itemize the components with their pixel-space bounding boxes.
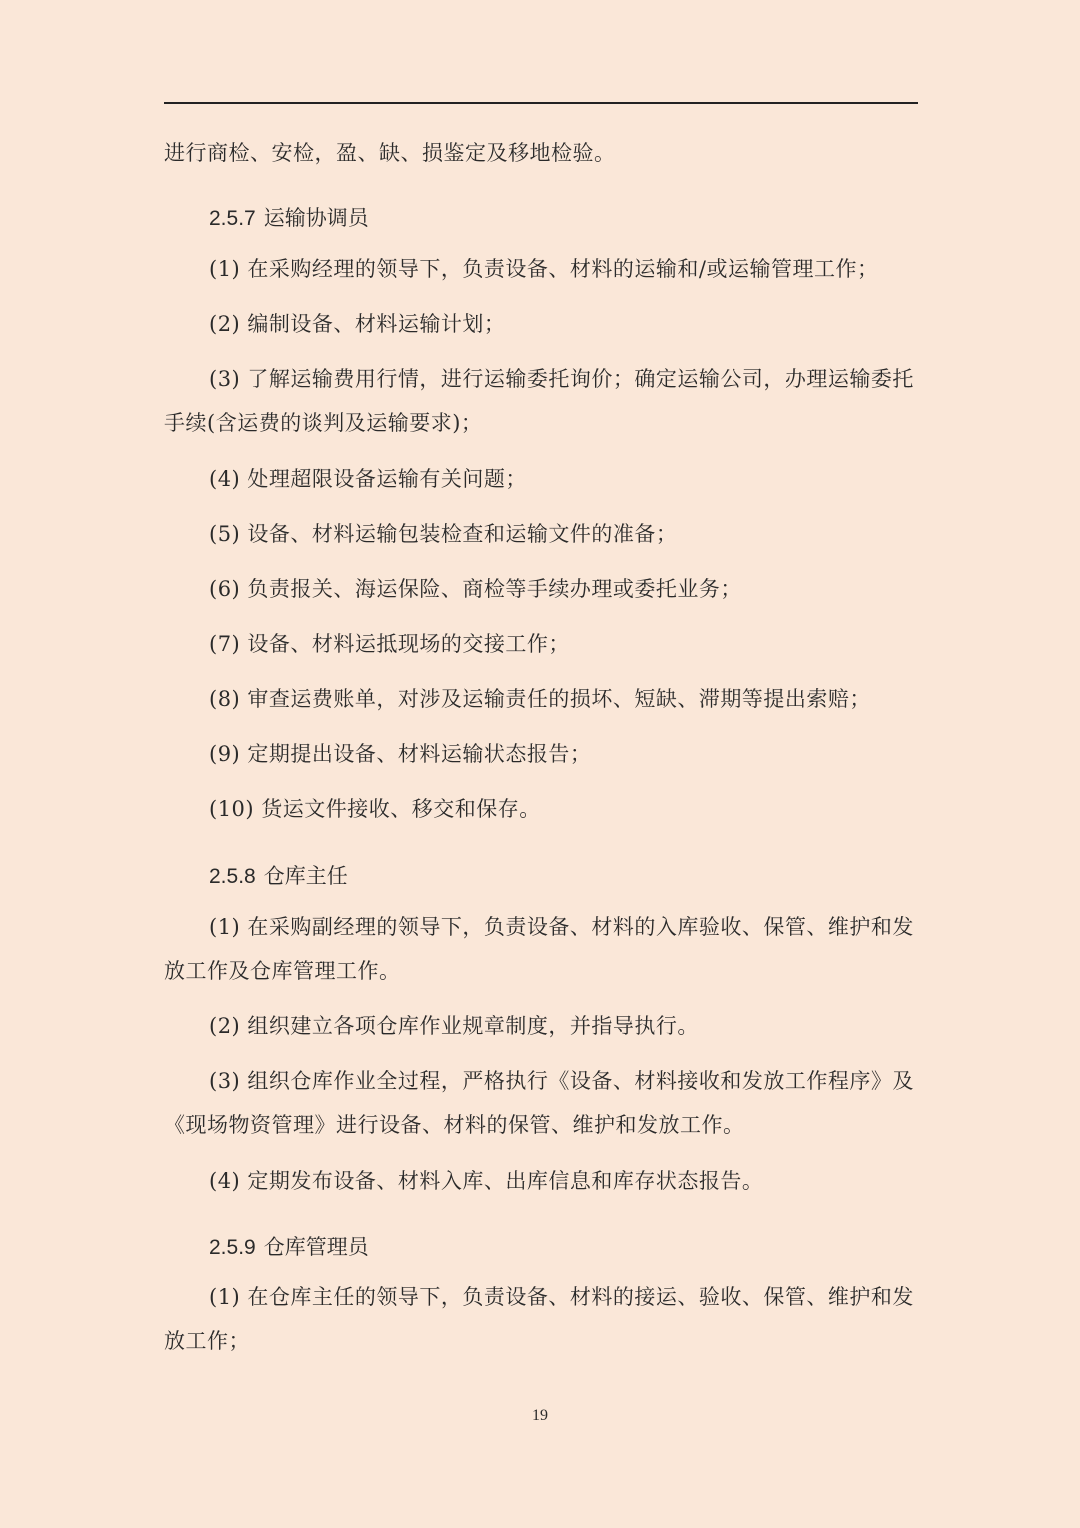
list-item	[164, 732, 918, 776]
paragraph-line: (5) 设备、材料运输包装检查和运输文件的准备；	[209, 522, 678, 546]
paragraph-line: (10) 货运文件接收、移交和保存。	[209, 797, 541, 821]
paragraph-line: 手续(含运费的谈判及运输要求)；	[164, 411, 483, 435]
paragraph-line: (1) 在采购副经理的领导下，负责设备、材料的入库验收、保管、维护和发	[209, 915, 914, 939]
paragraph-line: 放工作及仓库管理工作。	[164, 959, 401, 983]
paragraph-line: (4) 定期发布设备、材料入库、出库信息和库存状态报告。	[209, 1169, 764, 1193]
list-item	[164, 1159, 918, 1203]
list-item	[164, 1059, 918, 1147]
paragraph-line: 进行商检、安检，盈、缺、损鉴定及移地检验。	[164, 141, 616, 165]
list-item	[164, 622, 918, 666]
paragraph-line: (2) 编制设备、材料运输计划；	[209, 312, 506, 336]
paragraph-line: (6) 负责报关、海运保险、商检等手续办理或委托业务；	[209, 577, 742, 601]
paragraph-line: (9) 定期提出设备、材料运输状态报告；	[209, 742, 592, 766]
paragraph-line: (3) 组织仓库作业全过程，严格执行《设备、材料接收和发放工作程序》及	[209, 1069, 914, 1093]
section-title: 仓库主任	[263, 864, 348, 888]
list-item	[164, 1004, 918, 1048]
section-heading-2-5-8	[209, 854, 348, 899]
list-item	[164, 357, 918, 445]
paragraph-line: (4) 处理超限设备运输有关问题；	[209, 467, 527, 491]
section-title: 仓库管理员	[263, 1235, 369, 1259]
paragraph-line: (1) 在仓库主任的领导下，负责设备、材料的接运、验收、保管、维护和发	[209, 1285, 914, 1309]
list-item	[164, 302, 918, 346]
paragraph-line: 放工作；	[164, 1329, 250, 1353]
header-rule	[164, 102, 918, 104]
section-number: 2.5.9	[209, 1236, 256, 1259]
list-item	[164, 905, 918, 993]
paragraph-line: 《现场物资管理》进行设备、材料的保管、维护和发放工作。	[164, 1113, 745, 1137]
section-number: 2.5.8	[209, 865, 256, 888]
list-item	[164, 247, 918, 291]
page-number: 19	[532, 1407, 548, 1424]
section-number: 2.5.7	[209, 207, 256, 230]
list-item	[164, 567, 918, 611]
continuation-paragraph	[164, 131, 918, 175]
paragraph-line: (1) 在采购经理的领导下，负责设备、材料的运输和/或运输管理工作；	[209, 257, 879, 281]
list-item	[164, 1275, 918, 1363]
paragraph-line: (8) 审查运费账单，对涉及运输责任的损坏、短缺、滞期等提出索赔；	[209, 687, 871, 711]
list-item	[164, 677, 918, 721]
section-heading-2-5-9	[209, 1225, 369, 1270]
section-heading-2-5-7	[209, 196, 369, 241]
section-title: 运输协调员	[263, 206, 369, 230]
paragraph-line: (2) 组织建立各项仓库作业规章制度，并指导执行。	[209, 1014, 699, 1038]
list-item	[164, 787, 918, 831]
list-item	[164, 512, 918, 556]
paragraph-line: (3) 了解运输费用行情，进行运输委托询价；确定运输公司，办理运输委托	[209, 367, 914, 391]
paragraph-line: (7) 设备、材料运抵现场的交接工作；	[209, 632, 570, 656]
list-item	[164, 457, 918, 501]
